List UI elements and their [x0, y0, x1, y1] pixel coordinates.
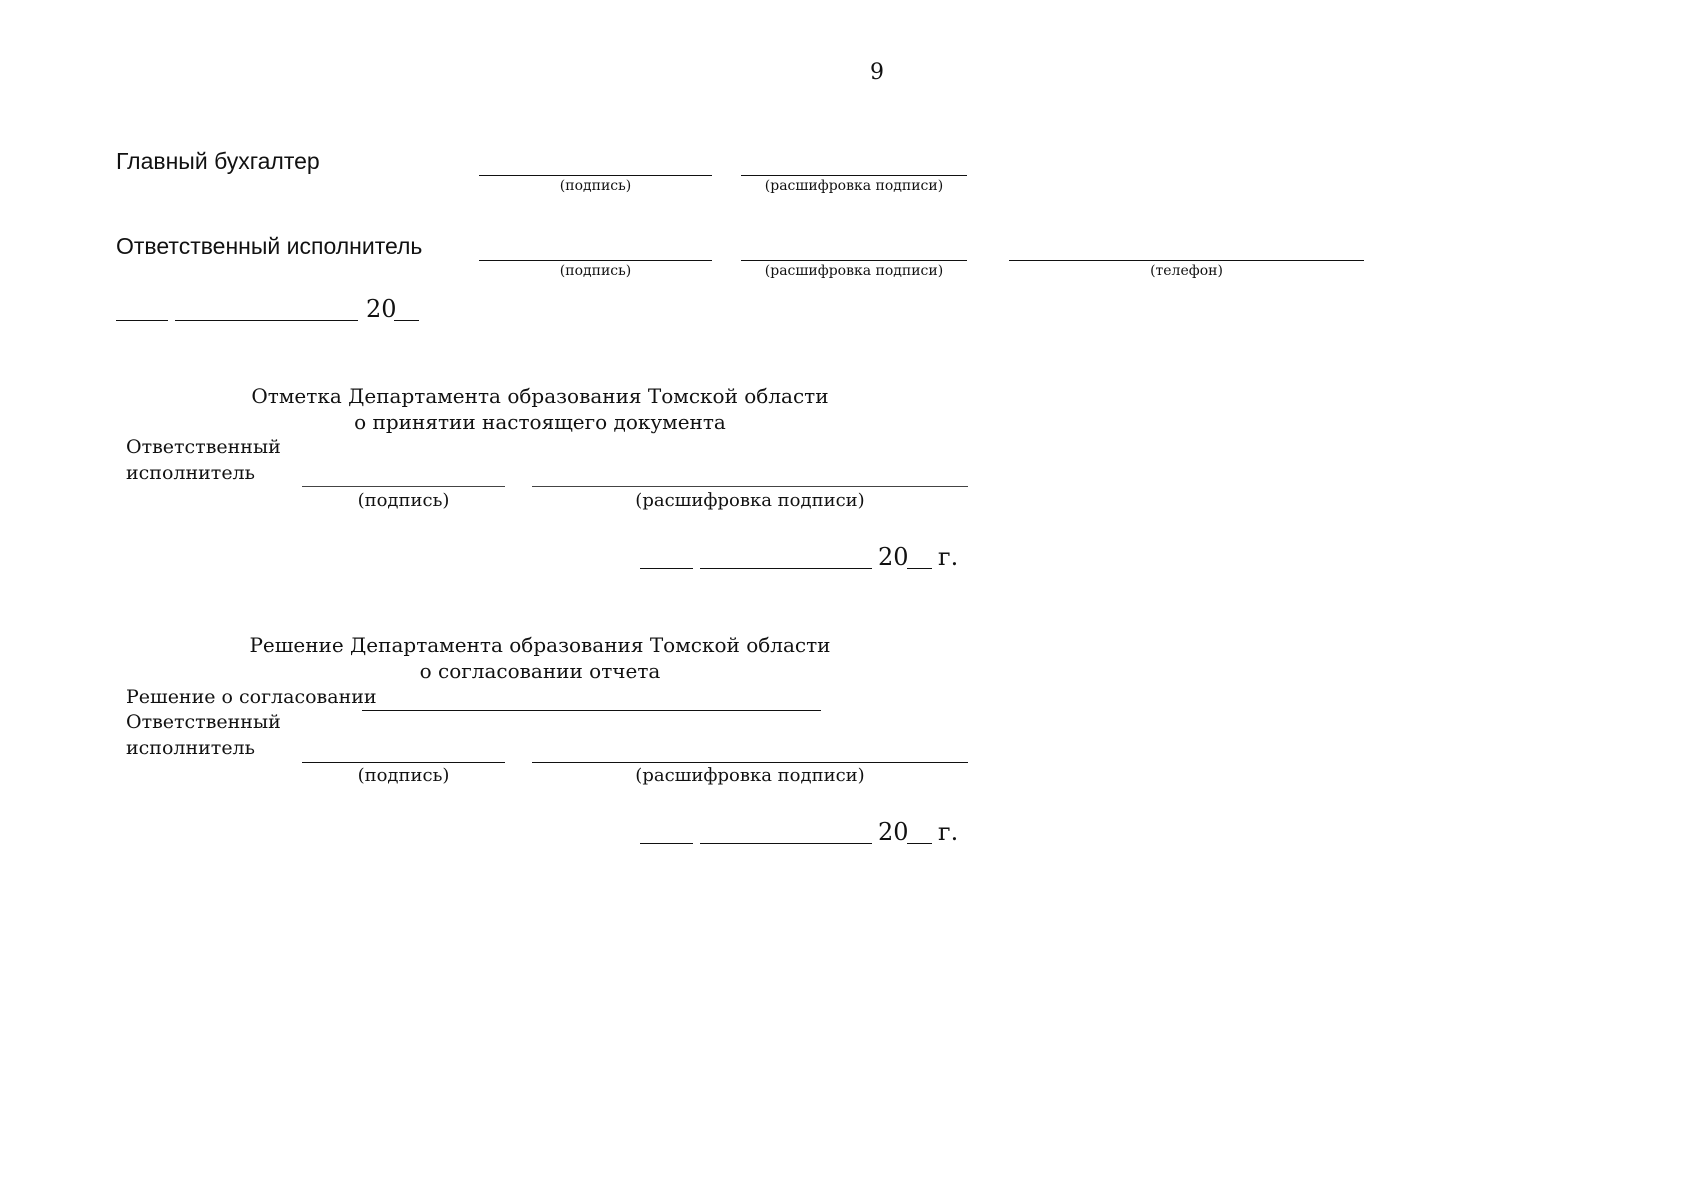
first-date-month-line[interactable] [175, 320, 358, 321]
acceptance-date-day-line[interactable] [640, 568, 693, 569]
chief-accountant-signature-line[interactable] [479, 175, 712, 176]
decision-date-suffix: г. [938, 818, 959, 846]
decision-date-year-prefix: 20 [878, 818, 909, 846]
decision-signature-caption: (подпись) [357, 765, 450, 786]
decision-decoding-caption: (расшифровка подписи) [635, 765, 865, 786]
responsible-executor-signature-caption: (подпись) [559, 263, 632, 279]
decision-approval-label: Решение о согласовании [126, 686, 377, 708]
responsible-executor-label: Ответственный исполнитель [116, 233, 423, 259]
decision-decoding-line[interactable] [532, 762, 968, 763]
acceptance-date-suffix: г. [938, 543, 959, 571]
decision-date-year-line[interactable] [907, 843, 932, 844]
decision-approval-line[interactable] [362, 710, 821, 711]
decision-date-day-line[interactable] [640, 843, 693, 844]
first-date-year-line[interactable] [394, 320, 419, 321]
acceptance-date-year-line[interactable] [907, 568, 932, 569]
page-number: 9 [870, 60, 884, 85]
acceptance-executor-label-line2: исполнитель [126, 462, 255, 484]
decision-signature-line[interactable] [302, 762, 505, 763]
decision-executor-label-line2: исполнитель [126, 737, 255, 759]
decision-heading-line2: о согласовании отчета [419, 659, 661, 683]
decision-date-month-line[interactable] [700, 843, 872, 844]
acceptance-signature-line[interactable] [302, 486, 505, 487]
acceptance-date-year-prefix: 20 [878, 543, 909, 571]
responsible-executor-decoding-caption: (расшифровка подписи) [764, 263, 944, 279]
responsible-executor-phone-caption: (телефон) [1150, 263, 1223, 279]
acceptance-heading-line2: о принятии настоящего документа [354, 410, 726, 434]
first-date-year-prefix: 20 [366, 295, 397, 323]
chief-accountant-signature-caption: (подпись) [559, 178, 632, 194]
decision-executor-label-line1: Ответственный [126, 711, 281, 733]
acceptance-decoding-caption: (расшифровка подписи) [635, 490, 865, 511]
decision-heading-line1: Решение Департамента образования Томской области [249, 633, 831, 657]
responsible-executor-decoding-line[interactable] [741, 260, 967, 261]
first-date-day-line[interactable] [116, 320, 168, 321]
acceptance-signature-caption: (подпись) [357, 490, 450, 511]
responsible-executor-phone-line[interactable] [1009, 260, 1364, 261]
chief-accountant-decoding-caption: (расшифровка подписи) [764, 178, 944, 194]
responsible-executor-signature-line[interactable] [479, 260, 712, 261]
chief-accountant-decoding-line[interactable] [741, 175, 967, 176]
acceptance-decoding-line[interactable] [532, 486, 968, 487]
acceptance-date-month-line[interactable] [700, 568, 872, 569]
acceptance-heading-line1: Отметка Департамента образования Томской области [251, 384, 829, 408]
acceptance-executor-label-line1: Ответственный [126, 436, 281, 458]
chief-accountant-label: Главный бухгалтер [116, 148, 320, 174]
